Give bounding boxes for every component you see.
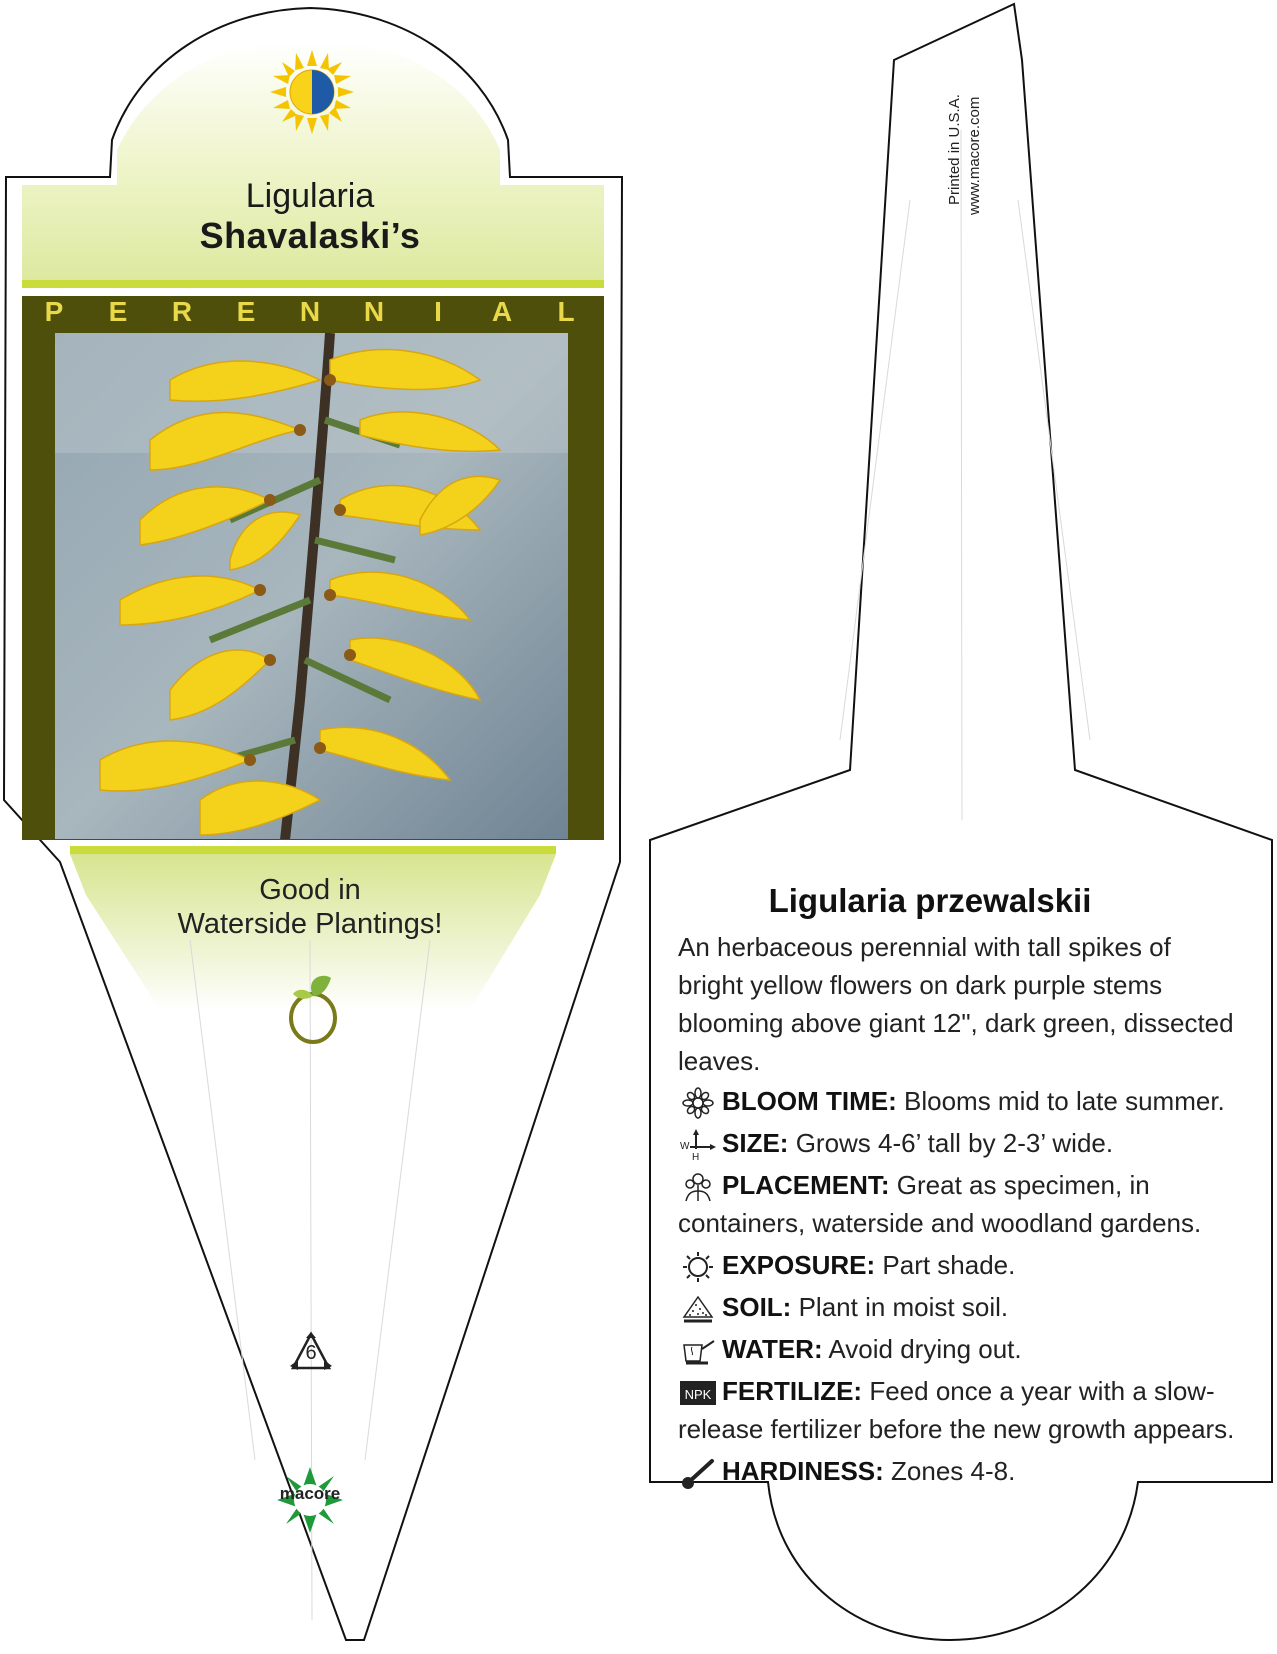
attribute-value: Part shade.: [882, 1250, 1016, 1280]
attribute-soil: [678, 1288, 1238, 1326]
category-letter: N: [363, 296, 385, 327]
attribute-size: [678, 1124, 1238, 1162]
size-icon: [678, 1129, 718, 1161]
attribute-water: [678, 1330, 1238, 1368]
category-letter: L: [557, 296, 575, 327]
attribute-exposure: [678, 1246, 1238, 1284]
placement-icon: [678, 1171, 718, 1203]
category-letter: R: [171, 296, 193, 327]
category-letter: I: [434, 296, 442, 327]
attribute-label: BLOOM TIME:: [722, 1086, 897, 1116]
attribute-bloom-time: [678, 1082, 1238, 1120]
tagline-line-1: Good in: [259, 874, 361, 906]
attribute-value: Plant in moist soil.: [798, 1292, 1009, 1322]
category-letter: N: [299, 296, 321, 327]
flower-photo: [55, 333, 568, 840]
attribute-value: Avoid drying out.: [828, 1334, 1022, 1364]
bloom-time-icon: [678, 1087, 718, 1119]
water-icon: [678, 1335, 718, 1367]
category-letter: E: [236, 296, 256, 327]
exposure-icon: [678, 1251, 718, 1283]
attribute-label: EXPOSURE:: [722, 1250, 876, 1280]
category-letter: P: [44, 296, 64, 327]
attribute-value: Blooms mid to late summer.: [904, 1086, 1225, 1116]
attribute-fertilize: [678, 1372, 1238, 1448]
size-icon-w: W: [680, 1141, 690, 1153]
brand-logo-text: macore: [279, 1484, 341, 1503]
printed-in-label: Printed in U.S.A.: [946, 94, 963, 205]
category-label: [40, 296, 580, 326]
plant-genus: Ligularia: [245, 177, 375, 215]
part-sun-icon: [268, 48, 356, 136]
attribute-hardiness: [678, 1452, 1238, 1490]
attribute-label: SOIL:: [722, 1292, 792, 1322]
attribute-label: FERTILIZE:: [722, 1376, 863, 1406]
attribute-label: SIZE:: [722, 1128, 789, 1158]
plant-cultivar: Shavalaski’s: [199, 215, 421, 256]
npk-label: NPK: [684, 1387, 712, 1403]
header-band: [22, 280, 604, 288]
attribute-label: PLACEMENT:: [722, 1170, 890, 1200]
seedling-icon: [283, 968, 343, 1048]
attribute-value: Zones 4-8.: [891, 1456, 1016, 1486]
fertilize-icon: [678, 1377, 718, 1409]
attribute-label: WATER:: [722, 1334, 823, 1364]
plant-description: An herbaceous perennial with tall spikes of bright yellow flowers on dark purple stems blooming above giant 12", dark green, dissected leaves.: [678, 932, 1234, 1076]
lower-band: [70, 846, 556, 854]
botanical-name: Ligularia przewalskii: [768, 882, 1092, 919]
hardiness-icon: [678, 1457, 718, 1489]
attribute-value: Grows 4-6’ tall by 2-3’ wide.: [795, 1128, 1114, 1158]
attribute-label: HARDINESS:: [722, 1456, 884, 1486]
plant-info: [678, 928, 1238, 1494]
category-letter: E: [108, 296, 128, 327]
category-letter: A: [491, 296, 513, 327]
tagline-line-2: Waterside Plantings!: [177, 908, 443, 940]
attribute-value: Great as specimen, in containers, waterside and woodland gardens.: [678, 1170, 1202, 1238]
recycle-code: 6: [305, 1342, 317, 1364]
soil-icon: [678, 1293, 718, 1325]
attribute-value: Feed once a year with a slow-release fertilizer before the new growth appears.: [678, 1376, 1235, 1444]
size-icon-h: H: [692, 1152, 700, 1162]
attribute-placement: [678, 1166, 1238, 1242]
website-label: www.macore.com: [966, 96, 983, 215]
